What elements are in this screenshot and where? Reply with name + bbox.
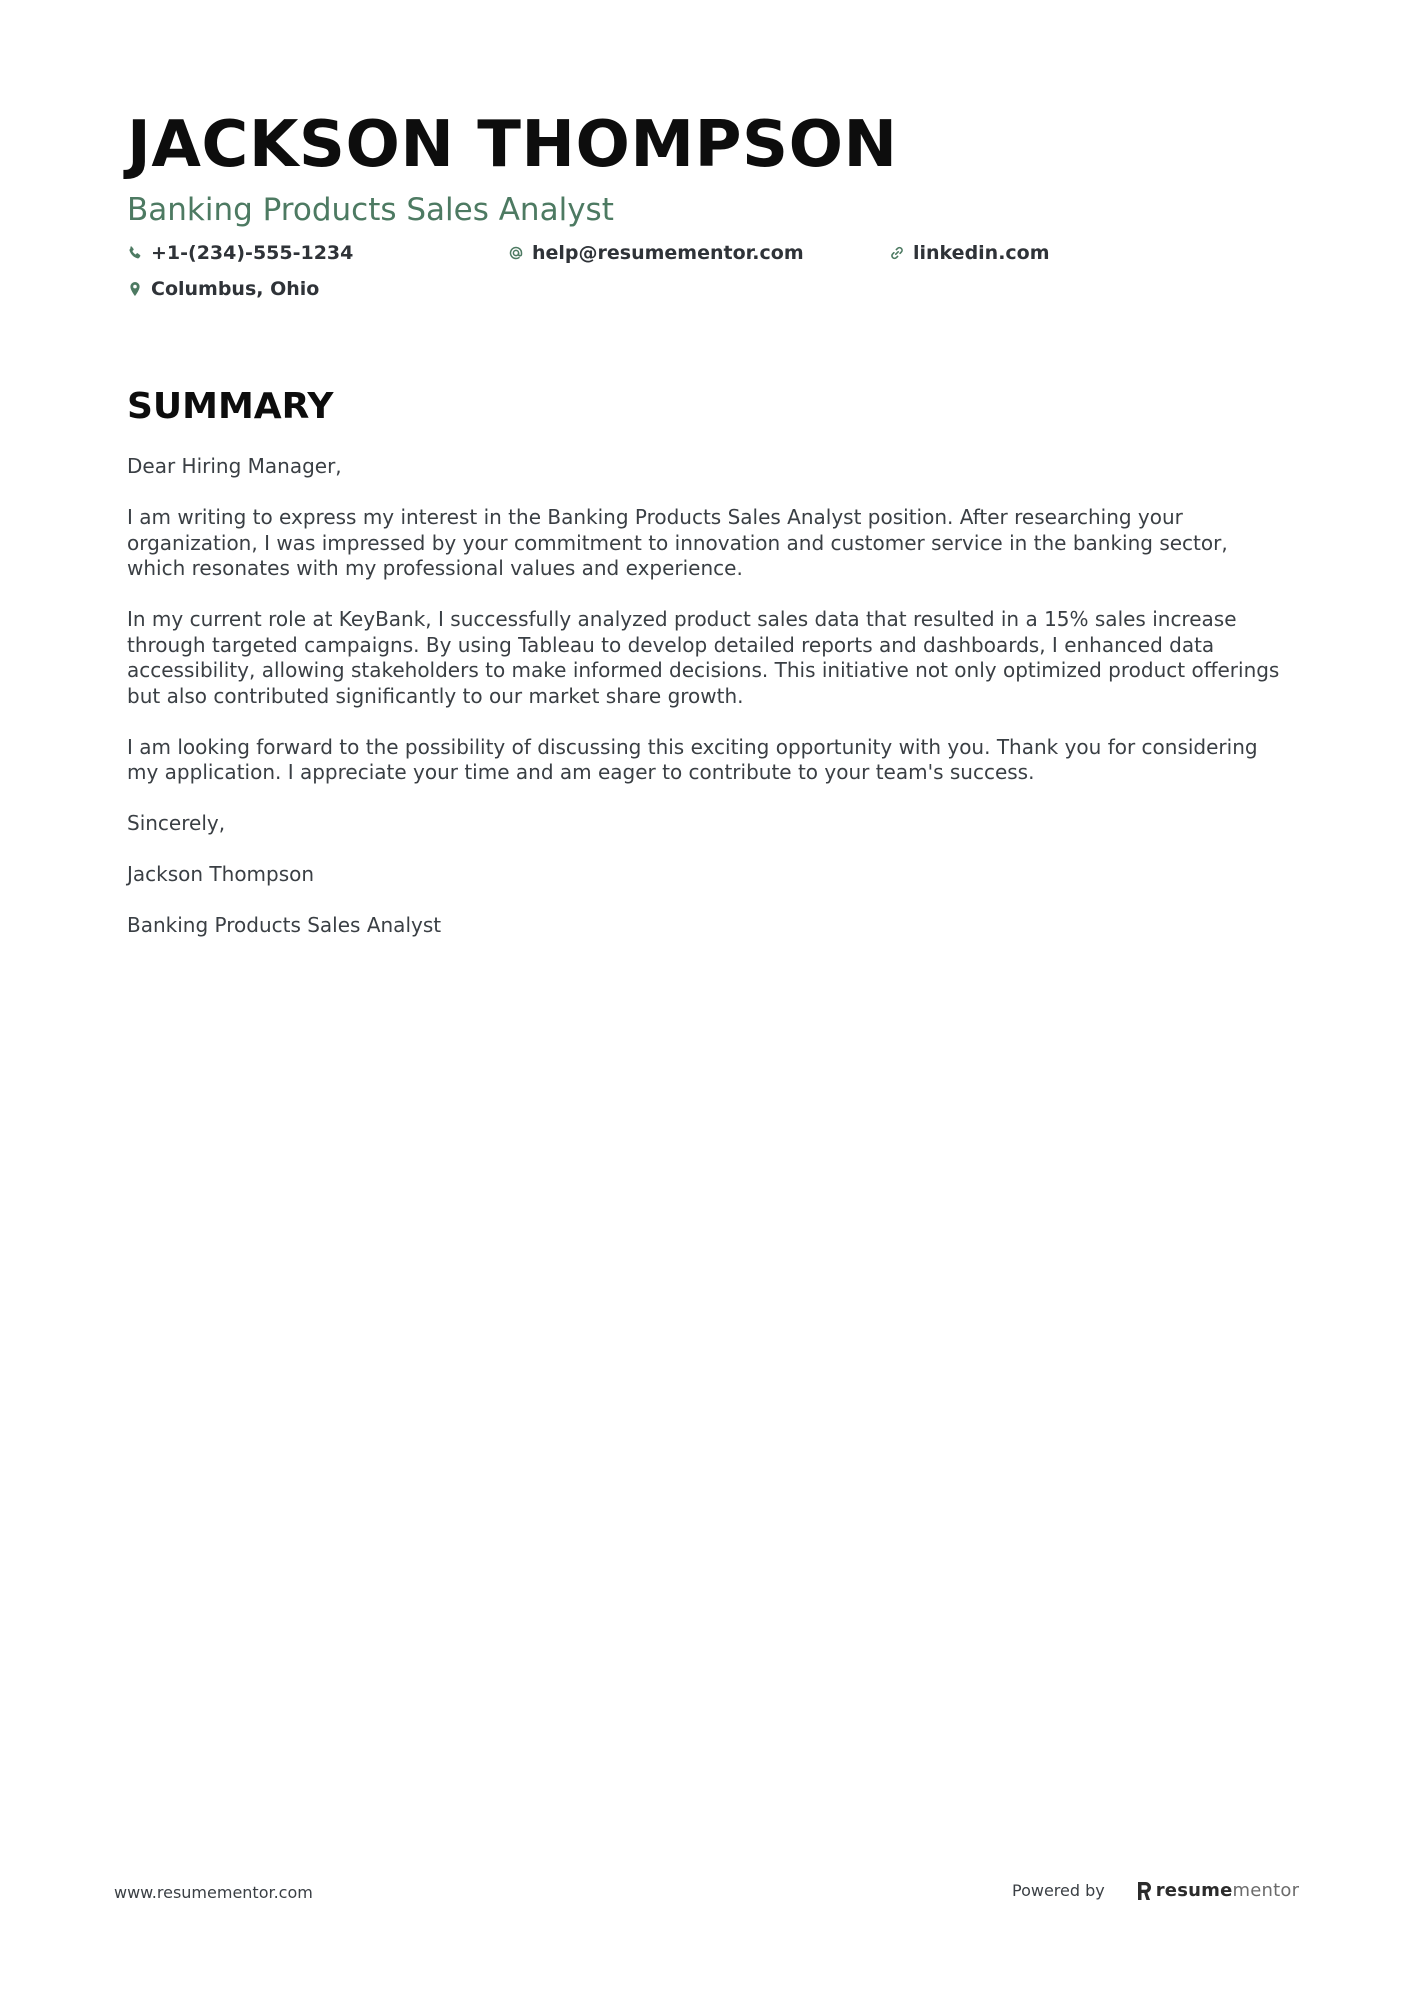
brand-mark-icon [1135, 1881, 1152, 1901]
contact-phone-text: +1-(234)-555-1234 [151, 242, 354, 264]
contact-link-text: linkedin.com [913, 242, 1050, 264]
letter-closing: Sincerely, [127, 811, 226, 835]
section-heading-summary: SUMMARY [127, 386, 334, 427]
brand-word-mentor: mentor [1232, 1880, 1300, 1901]
at-icon [508, 245, 524, 261]
candidate-name: JACKSON THOMPSON [127, 108, 898, 182]
contact-email-text: help@resumementor.com [532, 242, 804, 264]
letter-paragraph-1: I am writing to express my interest in the Banking Products Sales Analyst position. After researching your organization, I was impressed by your commitment to innovation and customer service in the banking sector, which resonates with my professional values and experience. [127, 505, 1228, 580]
brand-word-resume: resume [1155, 1880, 1233, 1901]
powered-by [1012, 1880, 1299, 1901]
contact-email[interactable] [508, 240, 804, 266]
powered-by-label: Powered by [1012, 1881, 1105, 1900]
letter-paragraph-2: In my current role at KeyBank, I successfully analyzed product sales data that resulted in a 15% sales increase through targeted campaigns. By using Tableau to develop detailed reports and dashboards, I enhanced data accessibility, allowing stakeholders to make informed decisions. This initiative not only optimized product offerings but also contributed significantly to our market share growth. [127, 607, 1280, 708]
link-icon [889, 245, 905, 261]
brand-logo[interactable] [1135, 1880, 1299, 1901]
letter-body [127, 454, 1287, 964]
signature-name: Jackson Thompson [127, 862, 315, 886]
letter-greeting: Dear Hiring Manager, [127, 454, 342, 478]
contact-location-text: Columbus, Ohio [151, 278, 320, 300]
signature-title: Banking Products Sales Analyst [127, 913, 442, 937]
brand-wordmark [1156, 1880, 1299, 1901]
contact-phone[interactable] [127, 240, 353, 266]
contact-location [127, 276, 319, 302]
letter-paragraph-3: I am looking forward to the possibility of discussing this exciting opportunity with you. Thank you for considering my application. I appreciate your time and am eager to contribute to your team's success. [127, 734, 1258, 784]
phone-icon [127, 245, 143, 261]
contact-link[interactable] [889, 240, 1050, 266]
footer-website-link[interactable]: www.resumementor.com [114, 1883, 313, 1902]
location-pin-icon [127, 281, 143, 297]
job-title: Banking Products Sales Analyst [127, 192, 614, 228]
